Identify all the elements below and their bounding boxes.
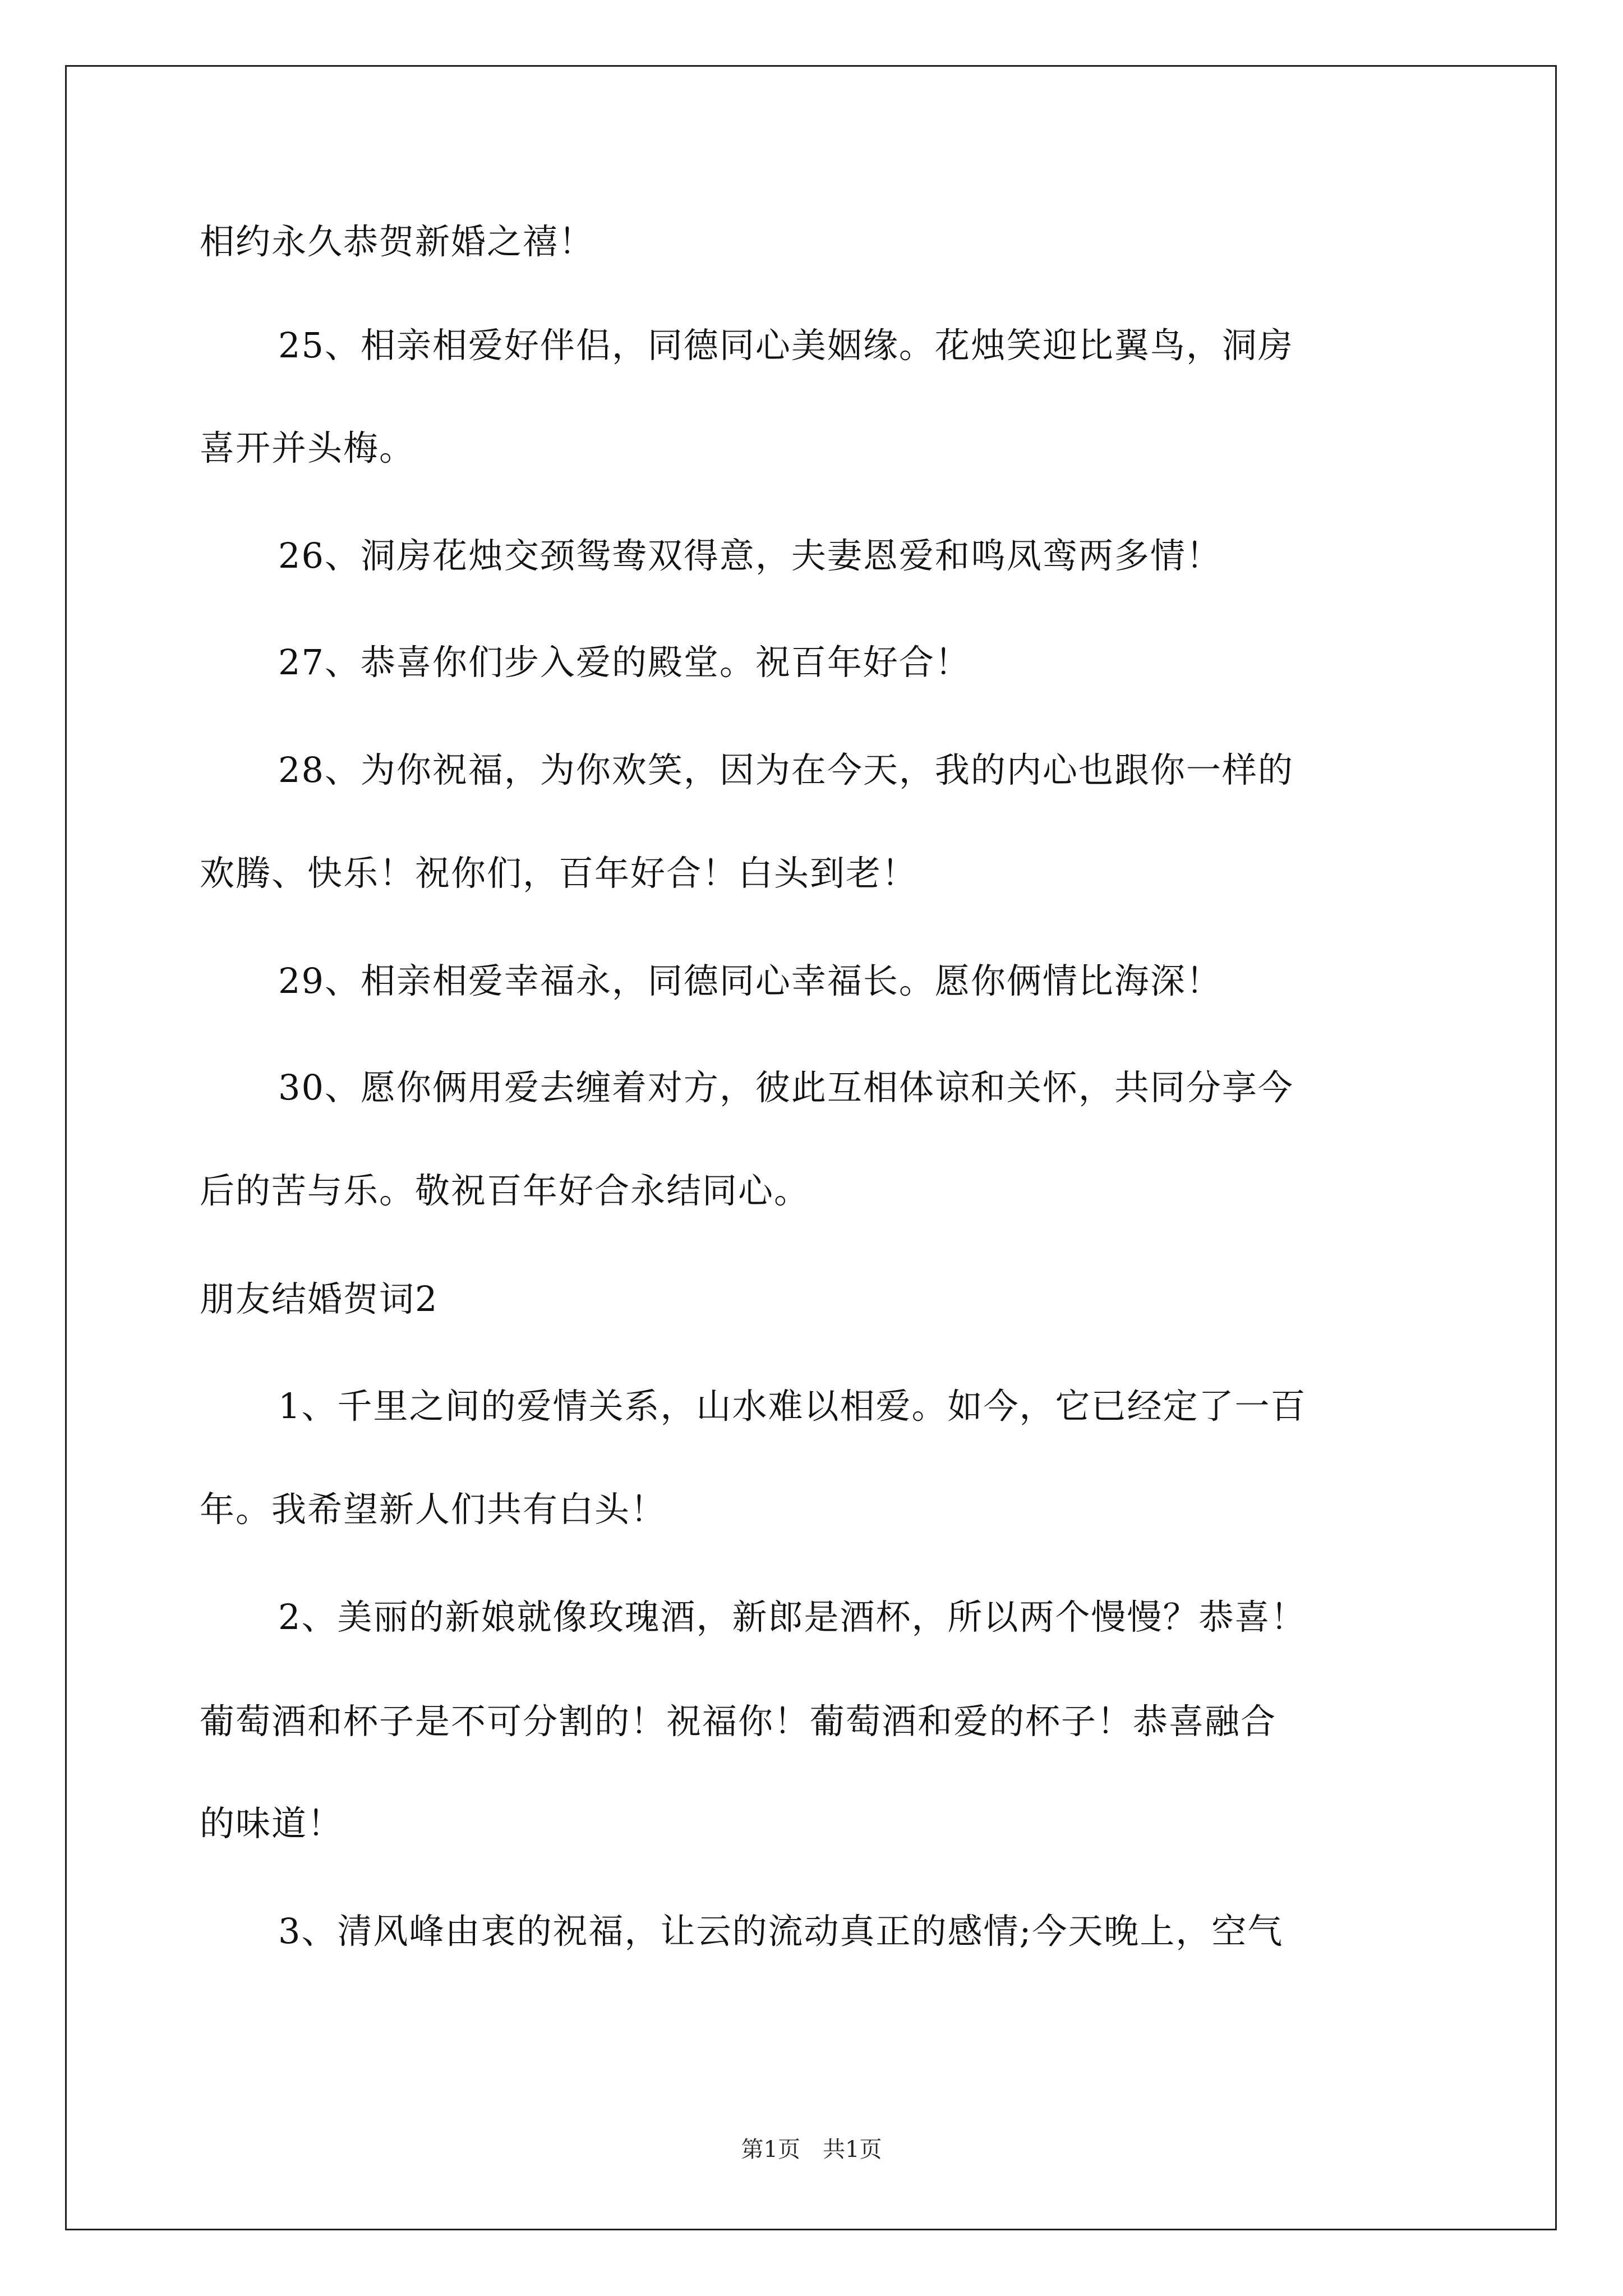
- text-line: 的味道！: [200, 1803, 344, 1844]
- text-line: 28、为你祝福，为你欢笑，因为在今天，我的内心也跟你一样的: [278, 749, 1294, 790]
- text-line: 3、清风峰由衷的祝福，让云的流动真正的感情;今天晚上，空气: [278, 1911, 1284, 1952]
- page-border: [65, 65, 1557, 2230]
- page-number-footer: 第1页 共1页: [741, 2137, 882, 2162]
- text-line: 喜开并头梅。: [200, 427, 416, 468]
- text-line: 相约永久恭贺新婚之禧！: [200, 221, 595, 262]
- text-line: 27、恭喜你们步入爱的殿堂。祝百年好合！: [278, 642, 971, 683]
- text-line: 1、千里之间的爱情关系，山水难以相爱。如今，它已经定了一百: [278, 1386, 1307, 1427]
- text-line: 欢腾、快乐！祝你们，百年好合！白头到老！: [200, 853, 918, 894]
- text-line: 年。我希望新人们共有白头！: [200, 1489, 667, 1530]
- text-line: 2、美丽的新娘就像玫瑰酒，新郎是酒杯，所以两个慢慢？恭喜！: [278, 1596, 1307, 1637]
- text-line: 葡萄酒和杯子是不可分割的！祝福你！葡萄酒和爱的杯子！恭喜融合: [200, 1701, 1277, 1742]
- text-line: 后的苦与乐。敬祝百年好合永结同心。: [200, 1170, 810, 1211]
- text-line: 30、愿你俩用爱去缠着对方，彼此互相体谅和关怀，共同分享今: [278, 1067, 1294, 1108]
- section-heading: 朋友结婚贺词2: [200, 1278, 439, 1319]
- text-line: 29、相亲相爱幸福永，同德同心幸福长。愿你俩情比海深！: [278, 960, 1222, 1001]
- text-line: 25、相亲相爱好伴侣，同德同心美姻缘。花烛笑迎比翼鸟，洞房: [278, 325, 1294, 366]
- text-line: 26、洞房花烛交颈鸳鸯双得意，夫妻恩爱和鸣凤鸾两多情！: [278, 535, 1222, 576]
